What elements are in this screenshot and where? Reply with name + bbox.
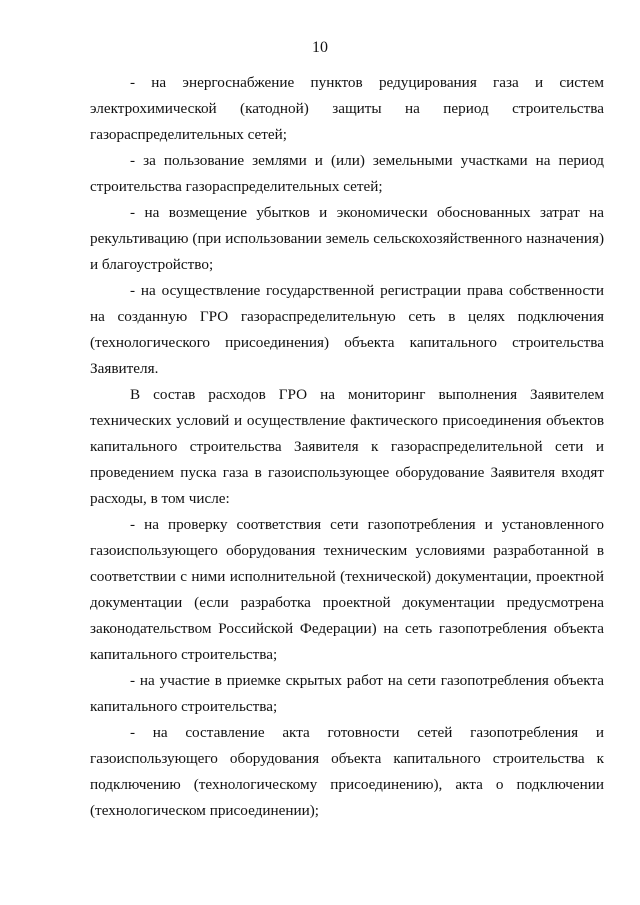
paragraph-readiness-act: - на составление акта готовности сетей газопотребления и газоиспользующего оборудования объекта капитального строительства к подключению (технологическому присоединению), акта о подключении (технологическом присоединении);: [90, 724, 604, 819]
paragraph-state-registration: - на осуществление государственной регистрации права собственности на созданную ГРО газораспределительную сеть в целях подключения (технологического присоединения) объекта капитального строительства Заявителя.: [90, 282, 604, 377]
paragraph-monitoring-costs: В состав расходов ГРО на мониторинг выполнения Заявителем технических условий и осуществление фактического присоединения объектов капитального строительства Заявителя к газораспределительной сети и проведением пуска газа в газоиспользующее оборудование Заявителя входят расходы, в том числе:: [90, 386, 604, 507]
paragraph-land-use: - за пользование землями и (или) земельными участками на период строительства газораспределительных сетей;: [90, 152, 604, 195]
document-body: [90, 70, 604, 824]
page-number: 10: [312, 39, 328, 56]
paragraph-hidden-works: - на участие в приемке скрытых работ на сети газопотребления объекта капитального строительства;: [90, 672, 604, 715]
paragraph-damages-recultivation: - на возмещение убытков и экономически обоснованных затрат на рекультивацию (при использовании земель сельскохозяйственного назначения) и благоустройство;: [90, 204, 604, 273]
paragraph-compliance-check: - на проверку соответствия сети газопотребления и установленного газоиспользующего оборудования техническим условиями разработанной в соответствии с ними исполнительной (технической) документации, проектной документации (если разработка проектной документации предусмотрена законодательством Российской Федерации) на сеть газопотребления объекта капитального строительства;: [90, 516, 604, 663]
paragraph-energy-supply: - на энергоснабжение пунктов редуцирования газа и систем электрохимической (катодной) защиты на период строительства газораспределительных сетей;: [90, 74, 604, 143]
